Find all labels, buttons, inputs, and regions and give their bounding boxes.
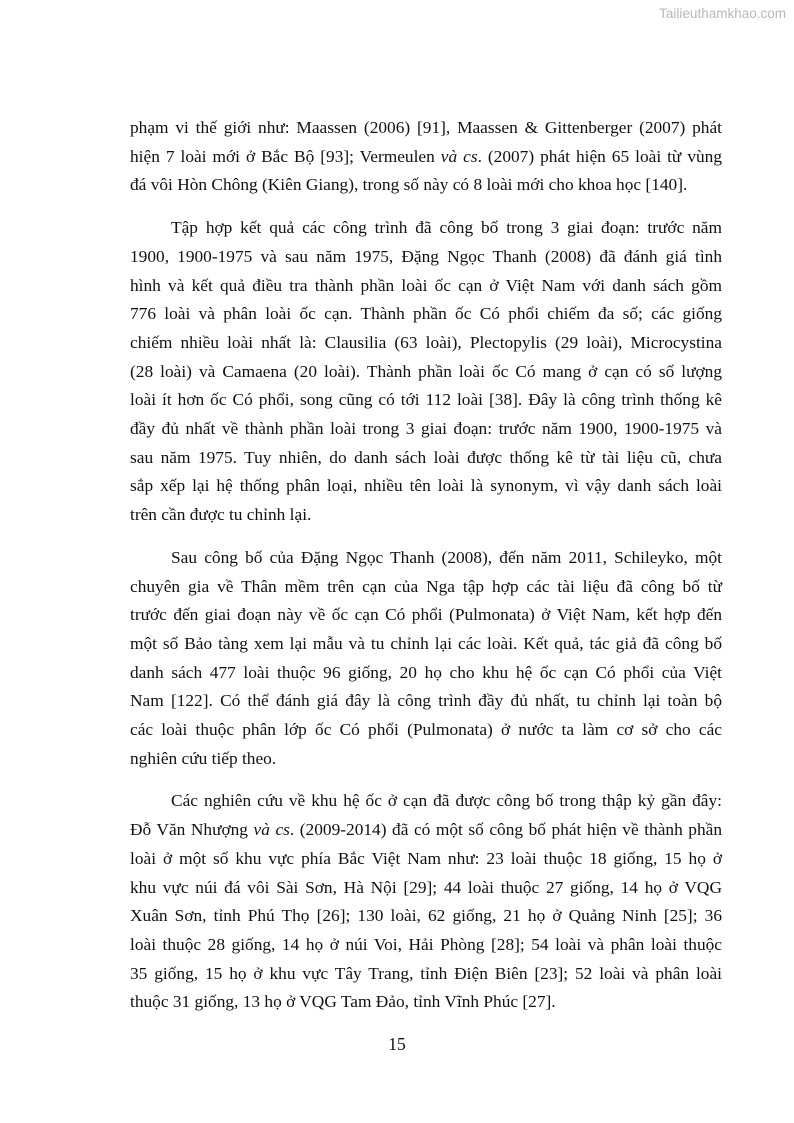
text-line: 35 giống, 15 họ ở khu vực Tây Trang, tỉnh Điện Biên [23]; 52 loài và phân loài xyxy=(130,963,722,983)
text-line: phạm vi thế giới như: Maassen (2006) [91], Maassen & Gittenberger (2007) phát xyxy=(130,118,722,137)
text-line: 776 loài và phân loài ốc cạn. Thành phần ốc Có phổi chiếm đa số; các giống xyxy=(130,304,722,324)
text-line: hình và kết quả điều tra thành phần loài ốc cạn ở Việt Nam với danh sách gồm xyxy=(130,275,722,295)
text-line: loài ở một số khu vực phía Bắc Việt Nam như: 23 loài thuộc 18 giống, 15 họ ở xyxy=(130,848,722,868)
paragraph-4 xyxy=(130,787,722,1017)
text-line: chiếm nhiều loài nhất là: Clausilia (63 loài), Plectopylis (29 loài), Microcystina xyxy=(130,332,722,352)
text-line: (28 loài) và Camaena (20 loài). Thành phần loài ốc Có mang ở cạn có số lượng xyxy=(130,361,722,381)
text-line: chuyên gia về Thân mềm trên cạn của Nga tập hợp các tài liệu đã công bố từ xyxy=(130,576,722,596)
text-line: loài ít hơn ốc Có phổi, song cũng có tới 112 loài [38]. Đây là công trình thống kê xyxy=(130,390,722,410)
text-line: các loài thuộc phân lớp ốc Có phổi (Pulmonata) ở nước ta làm cơ sở cho các xyxy=(130,720,722,740)
page-number: 15 xyxy=(388,1034,406,1054)
text-line: trên cần được tu chỉnh lại. xyxy=(130,505,312,525)
text-line: khu vực núi đá vôi Sài Sơn, Hà Nội [29]; 44 loài thuộc 27 giống, 14 họ ở VQG xyxy=(130,877,722,897)
text-line: đầy đủ nhất về thành phần loài trong 3 giai đoạn: trước năm 1900, 1900-1975 và xyxy=(130,419,722,439)
text-line: một số Bảo tàng xem lại mẫu và tu chỉnh lại các loài. Kết quả, tác giả đã công bố xyxy=(130,633,722,653)
paragraph-3 xyxy=(130,544,722,774)
text-line: Đỗ Văn Nhượng và cs. (2009-2014) đã có một số công bố phát hiện về thành phần xyxy=(130,820,723,840)
document-body xyxy=(130,114,722,1031)
text-line: thuộc 31 giống, 13 họ ở VQG Tam Đảo, tỉnh Vĩnh Phúc [27]. xyxy=(130,992,556,1012)
text-line: Sau công bố của Đặng Ngọc Thanh (2008), đến năm 2011, Schileyko, một xyxy=(171,547,722,567)
paragraph-1 xyxy=(130,114,722,200)
text-line: hiện 7 loài mới ở Bắc Bộ [93]; Vermeulen và cs. (2007) phát hiện 65 loài từ vùng xyxy=(130,146,723,166)
text-line: nghiên cứu tiếp theo. xyxy=(130,748,277,768)
text-line: 1900, 1900-1975 và sau năm 1975, Đặng Ngọc Thanh (2008) đã đánh giá tình xyxy=(130,246,722,266)
text-line: Nam [122]. Có thể đánh giá đây là công trình đầy đủ nhất, tu chỉnh lại toàn bộ xyxy=(130,691,722,711)
watermark: Tailieuthamkhao.com xyxy=(659,6,786,21)
paragraph-2 xyxy=(130,214,722,530)
text-line: sắp xếp lại hệ thống phân loại, nhiều tên loài là synonym, vì vậy danh sách loài xyxy=(130,476,722,496)
text-line: Xuân Sơn, tỉnh Phú Thọ [26]; 130 loài, 62 giống, 21 họ ở Quảng Ninh [25]; 36 xyxy=(130,906,722,926)
text-line: sau năm 1975. Tuy nhiên, do danh sách loài được thống kê từ tài liệu cũ, chưa xyxy=(130,447,722,467)
text-line: trước đến giai đoạn này về ốc cạn Có phổi (Pulmonata) ở Việt Nam, kết hợp đến xyxy=(130,605,722,625)
text-line: Các nghiên cứu về khu hệ ốc ở cạn đã được công bố trong thập kỷ gần đây: xyxy=(171,791,722,811)
text-line: Tập hợp kết quả các công trình đã công bố trong 3 giai đoạn: trước năm xyxy=(171,218,722,238)
text-line: danh sách 477 loài thuộc 96 giống, 20 họ cho khu hệ ốc cạn Có phổi của Việt xyxy=(130,662,722,682)
text-line: đá vôi Hòn Chông (Kiên Giang), trong số này có 8 loài mới cho khoa học [140]. xyxy=(130,175,688,195)
text-line: loài thuộc 28 giống, 14 họ ở núi Voi, Hải Phòng [28]; 54 loài và phân loài thuộc xyxy=(130,934,722,954)
